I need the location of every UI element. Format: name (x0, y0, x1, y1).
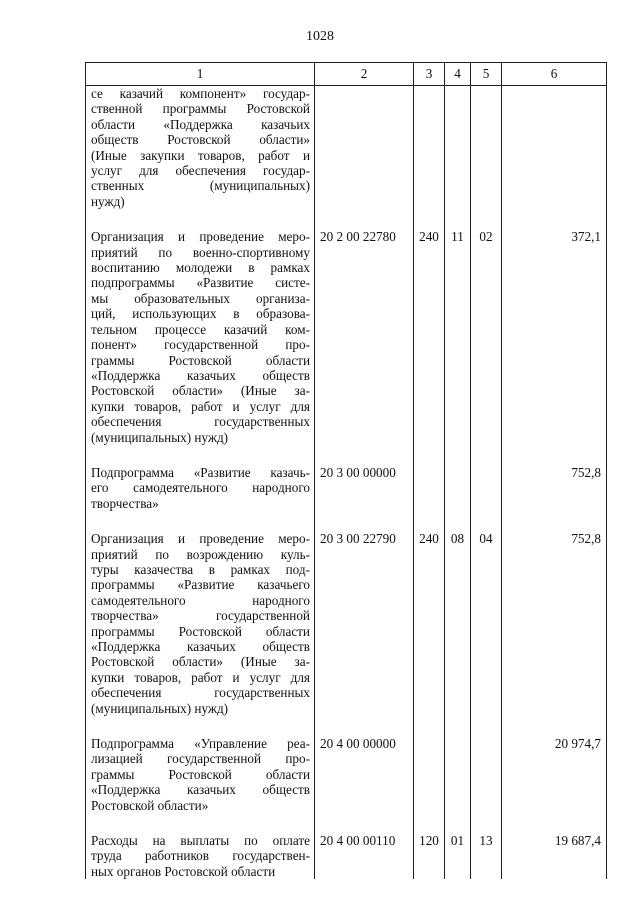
spacer-cell (414, 445, 445, 465)
expense-type-cell (414, 86, 445, 210)
spacer-cell (502, 511, 607, 531)
row-spacer (86, 209, 607, 229)
row-spacer (86, 813, 607, 833)
description-line: ственных (муниципальных) (91, 178, 310, 194)
description-line: воспитанию молодежи в рамках (91, 260, 310, 276)
spacer-cell (502, 445, 607, 465)
row-spacer (86, 511, 607, 531)
amount-cell: 372,1 (502, 229, 607, 445)
description-line: его самодеятельного народного (91, 480, 310, 496)
description-line: Ростовской области» (Иные за- (91, 654, 310, 670)
description-line: области «Поддержка казачьих (91, 116, 310, 132)
spacer-cell (414, 209, 445, 229)
expense-type-cell (414, 465, 445, 511)
spacer-cell (445, 209, 471, 229)
description-line: услуг для обеспечения государ- (91, 163, 310, 179)
section-cell (445, 736, 471, 813)
description-line: се казачий компонент» государ- (91, 86, 310, 101)
description-line: самодеятельного народного (91, 592, 310, 608)
subsection-cell (471, 736, 502, 813)
spacer-cell (502, 716, 607, 736)
spacer-cell (471, 445, 502, 465)
spacer-cell (86, 511, 315, 531)
description-line: подпрограммы «Развитие систе- (91, 275, 310, 291)
spacer-cell (502, 209, 607, 229)
spacer-cell (315, 209, 414, 229)
description-line: Расходы на выплаты по оплате (91, 833, 310, 849)
spacer-cell (445, 445, 471, 465)
header-row (86, 63, 607, 86)
description-line: нужд) (91, 193, 125, 209)
description-line: мы образовательных организа- (91, 290, 310, 306)
spacer-cell (471, 813, 502, 833)
budget-table (85, 62, 607, 879)
spacer-cell (315, 511, 414, 531)
description-line: Ростовской области» (Иные за- (91, 383, 310, 399)
header-col-4: 4 (445, 63, 471, 86)
description-line: обеспечения государственных (91, 414, 310, 430)
header-col-2: 2 (315, 63, 414, 86)
table-row (86, 229, 607, 445)
description-line: граммы Ростовской области (91, 352, 310, 368)
section-cell: 08 (445, 531, 471, 716)
expense-type-cell: 120 (414, 833, 445, 879)
description-line: лизацией государственной про- (91, 751, 310, 767)
description-line: обеспечения государственных (91, 685, 310, 701)
spacer-cell (445, 813, 471, 833)
budget-code-cell: 20 3 00 22790 (315, 531, 414, 716)
description-line: купки товаров, работ и услуг для (91, 398, 310, 414)
expense-type-cell (414, 736, 445, 813)
section-cell (445, 86, 471, 210)
spacer-cell (445, 511, 471, 531)
subsection-cell: 13 (471, 833, 502, 879)
budget-code-cell: 20 4 00 00000 (315, 736, 414, 813)
expense-type-cell: 240 (414, 229, 445, 445)
spacer-cell (414, 511, 445, 531)
subsection-cell: 04 (471, 531, 502, 716)
description-line: Подпрограмма «Управление реа- (91, 736, 310, 752)
section-cell: 01 (445, 833, 471, 879)
description-line: Ростовской области» (91, 797, 209, 813)
subsection-cell: 02 (471, 229, 502, 445)
description-line: обществ Ростовской области» (91, 132, 310, 148)
description-line: (Иные закупки товаров, работ и (91, 147, 310, 163)
spacer-cell (471, 511, 502, 531)
budget-code-cell (315, 86, 414, 210)
description-line: «Поддержка казачьих обществ (91, 639, 310, 654)
description-cell (86, 736, 315, 813)
description-line: труда работников государствен- (91, 848, 310, 864)
description-line: Подпрограмма «Развитие казачь- (91, 464, 310, 480)
description-line: приятий по возрождению куль- (91, 546, 310, 562)
description-line: тельном процессе казачий ком- (91, 321, 310, 337)
subsection-cell (471, 465, 502, 511)
description-cell (86, 86, 315, 210)
table-row (86, 465, 607, 511)
table-row (86, 833, 607, 879)
amount-cell: 20 974,7 (502, 736, 607, 813)
budget-code-cell: 20 3 00 00000 (315, 465, 414, 511)
description-line: Организация и проведение меро- (91, 531, 310, 547)
amount-cell: 752,8 (502, 531, 607, 716)
spacer-cell (502, 813, 607, 833)
spacer-cell (315, 813, 414, 833)
description-line: купки товаров, работ и услуг для (91, 669, 310, 685)
description-line: творчества» государственной (91, 608, 310, 624)
description-cell (86, 531, 315, 716)
description-line: ций, использующих в образова- (91, 306, 310, 322)
description-line: ных органов Ростовской области (91, 863, 276, 879)
description-line: граммы Ростовской области (91, 766, 310, 782)
spacer-cell (86, 445, 315, 465)
budget-code-cell: 20 4 00 00110 (315, 833, 414, 879)
spacer-cell (315, 445, 414, 465)
spacer-cell (471, 209, 502, 229)
spacer-cell (445, 716, 471, 736)
description-line: ственной программы Ростовской (91, 101, 310, 117)
spacer-cell (315, 716, 414, 736)
header-col-1: 1 (86, 63, 315, 86)
subsection-cell (471, 86, 502, 210)
description-line: творчества» (91, 495, 159, 511)
spacer-cell (86, 813, 315, 833)
table-row (86, 531, 607, 716)
description-cell (86, 229, 315, 445)
section-cell: 11 (445, 229, 471, 445)
page-number: 1028 (306, 29, 334, 44)
header-col-3: 3 (414, 63, 445, 86)
spacer-cell (414, 716, 445, 736)
spacer-cell (414, 813, 445, 833)
spacer-cell (86, 716, 315, 736)
description-line: (муниципальных) нужд) (91, 700, 229, 716)
expense-type-cell: 240 (414, 531, 445, 716)
spacer-cell (86, 209, 315, 229)
budget-code-cell: 20 2 00 22780 (315, 229, 414, 445)
amount-cell: 19 687,4 (502, 833, 607, 879)
description-line: «Поддержка казачьих обществ (91, 782, 310, 798)
table-row (86, 86, 607, 210)
row-spacer (86, 445, 607, 465)
description-line: понент» государственной про- (91, 337, 310, 353)
table-body (86, 86, 607, 880)
row-spacer (86, 716, 607, 736)
header-col-5: 5 (471, 63, 502, 86)
description-line: (муниципальных) нужд) (91, 429, 229, 445)
spacer-cell (471, 716, 502, 736)
description-line: программы «Развитие казачьего (91, 577, 310, 593)
header-col-6: 6 (502, 63, 607, 86)
table-row (86, 736, 607, 813)
description-line: программы Ростовской области (91, 623, 310, 639)
description-line: Организация и проведение меро- (91, 229, 310, 245)
description-cell (86, 833, 315, 879)
section-cell (445, 465, 471, 511)
description-cell (86, 465, 315, 511)
amount-cell: 752,8 (502, 465, 607, 511)
description-line: туры казачества в рамках под- (91, 561, 310, 577)
description-line: «Поддержка казачьих обществ (91, 367, 310, 383)
amount-cell (502, 86, 607, 210)
description-line: приятий по военно-спортивному (91, 244, 310, 260)
